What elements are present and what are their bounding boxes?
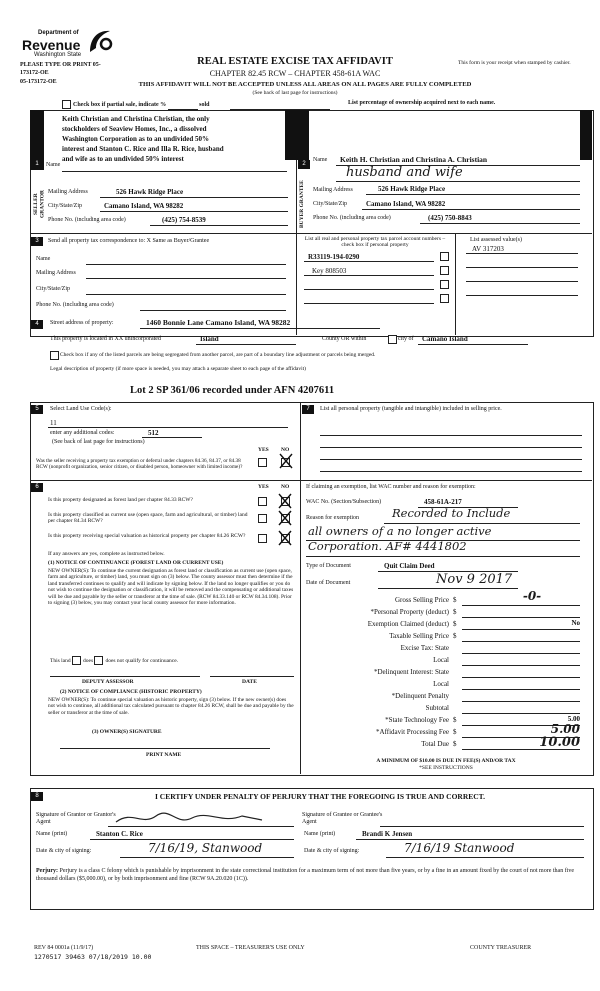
land-use-see-back: (See back of last page for instructions) [52,439,145,445]
finance-label: *State Technology Fee [385,716,449,724]
buyer-name-label: Name [313,157,328,163]
grantor-date: 7/16/19, Stanwood [148,841,263,855]
buyer-mailing-rule [366,194,580,195]
minimum-note: A MINIMUM OF $10.00 IS DUE IN FEE(S) AND/OR TAX [376,758,516,764]
corr-mailing-field[interactable] [86,278,286,279]
corr-phone-label: Phone No. (including area code) [36,302,114,308]
county-or-label: County OR within [322,336,367,342]
agency-line3: Washington State [34,52,82,58]
section-7-bottom-rule [300,480,592,481]
finance-label: Total Due [421,740,449,748]
partial-sale-row [62,100,210,110]
this-land-row [50,656,178,665]
currency-symbol: $ [453,596,457,604]
seller-side-label: SELLER GRANTOR [33,190,46,219]
perjury-label: Perjury: [36,868,58,874]
personal-property-label: List all personal property (tangible and intangible) included in selling price. [320,406,502,412]
city-of-value: Camano Island [422,335,468,343]
q-historic: Is this property receiving special valuation as historical property per chapter 84.26 RCW? [48,533,246,539]
personal-property-line[interactable] [320,447,582,448]
corr-mailing-label: Mailing Address [36,270,76,276]
parcel-line [304,289,434,290]
seller-phone: (425) 754-8539 [162,216,206,224]
parcel-personal-checkbox[interactable] [440,252,449,261]
seller-phone-label: Phone No. (including area code) [48,217,126,223]
does-checkbox[interactable] [72,656,81,665]
city-of-checkbox[interactable] [388,335,397,344]
finance-label: Local [433,680,449,688]
this-land-label: This land [50,657,71,664]
grantee-date: 7/16/19 Stanwood [404,841,515,855]
finance-line [462,617,580,618]
finance-label: *Personal Property (deduct) [370,608,449,616]
buyer-city: Camano Island, WA 98282 [366,200,446,208]
legal-label: Legal description of property (if more space is needed, you may attach a separate sheet to each page of the affidavit) [50,366,306,372]
does-not-checkbox[interactable] [94,656,103,665]
finance-line [462,629,580,630]
currency-symbol: $ [453,608,457,616]
tech-fee-value: 5.00 [567,715,580,723]
finance-row [302,656,592,667]
seller-mailing: 526 Hawk Ridge Place [116,188,184,196]
finance-row [302,632,592,643]
finance-label: *Affidavit Processing Fee [376,728,449,736]
section-5-bottom-rule [30,480,300,481]
county-rule [196,344,296,345]
agency-line1: Department of [38,30,79,36]
finance-line [462,653,580,654]
grantor-name-label: Name (print) [36,831,68,837]
buyer-name: Keith H. Christian and Christina A. Christian [340,155,488,164]
seller-city-label: City/State/Zip [48,203,82,209]
assessed-header: List assessed value(s) [470,237,522,243]
buyer-name-rule-2 [336,181,580,182]
corr-name-field[interactable] [86,264,286,265]
reason-rule-3 [306,556,580,557]
finance-line [462,665,580,666]
finance-row [302,644,592,655]
seller-mailing-label: Mailing Address [48,189,88,195]
grantor-date-rule [120,857,294,858]
deputy-line [50,676,200,677]
grantee-name-label: Name (print) [304,831,336,837]
seller-name-line: and wife as to an undivided 50% interest [62,155,184,163]
exemption-claimed-value: No [571,619,580,627]
finance-line [462,689,580,690]
grantee-date-label: Date & city of signing: [304,848,360,854]
recording-stamp: 1270517 39463 07/18/2019 10.00 [34,953,152,961]
q-current-use: Is this property classified as current use (open space, farm and agricultural, or timber) land per chapter 84.34 RCW? [48,512,248,525]
buyer-phone: (425) 750-8843 [428,214,472,222]
personal-property-line[interactable] [320,471,582,472]
parcel-account-1: R33119-194-0290 [308,253,360,261]
legal-description: Lot 2 SP 361/06 recorded under AFN 4207611 [130,385,335,396]
current-use-no-mark-icon [277,509,293,527]
finance-label: Excise Tax: State [400,644,449,652]
finance-line [462,605,580,606]
no-header-6: NO [281,484,290,490]
personal-property-line[interactable] [320,459,582,460]
corr-city-label: City/State/Zip [36,286,70,292]
doc-type-label: Type of Document [306,563,351,569]
buyer-mailing: 526 Hawk Ridge Place [378,185,446,193]
middle-divider [300,402,301,774]
reason-label: Reason for exemption [306,515,359,521]
buyer-city-rule [362,209,580,210]
finance-label: *Delinquent Penalty [391,692,449,700]
grantor-signature-icon [112,808,272,828]
finance-row [302,620,592,631]
see-instructions: *SEE INSTRUCTIONS [419,765,473,771]
section-3-number: 3 [31,237,43,246]
parcel-personal-checkbox[interactable] [440,294,449,303]
notice-2-title: (2) NOTICE OF COMPLIANCE (HISTORIC PROPERTY) [60,689,202,695]
currency-symbol: $ [453,620,457,628]
grantor-date-label: Date & city of signing: [36,848,92,854]
notice-1-body: NEW OWNER(S): To continue the current designation as forest land or classification as current use (open space, farm and agriculture, or timber) land, you must sign on (3) below. The county assessor must then determine if the land transferred continues to qualify and will indicate by signing below. If the land no longer qualifies or you do not wish to continue the designation or classification, it will be removed and the compensating or additional taxes will be due and payable by the seller or transferor at the time of sale. (RCW 84.33.140 or RCW 84.34.108). Prior to signing (3) below, you may contact your local county assessor for more information. [48,568,294,607]
form-subtitle: CHAPTER 82.45 RCW – CHAPTER 458-61A WAC [209,69,381,78]
parcels-divider [455,234,456,335]
seller-city: Camano Island, WA 98282 [104,202,184,210]
partial-sale-label: Check box if partial sale, indicate % [73,101,167,108]
form-title: REAL ESTATE EXCISE TAX AFFIDAVIT [197,56,393,67]
buyer-name-handwritten: husband and wife [346,165,463,180]
located-county: Island [200,335,219,343]
value-line [466,281,578,282]
finance-row [302,692,592,703]
processing-fee-value: 5.00 [550,722,580,736]
notice-1-title: (1) NOTICE OF CONTINUANCE (FOREST LAND OR CURRENT USE) [48,560,224,566]
grantor-sig-label: Signature of Grantor or Grantor's Agent [36,812,116,825]
parcel-line [304,303,434,304]
currency-symbol: $ [453,728,457,736]
buyer-phone-rule [420,223,580,224]
forest-no-mark-icon [277,492,293,510]
finance-label: Gross Selling Price [394,596,449,604]
historic-yes-checkbox[interactable] [258,534,267,543]
exemption-claim-label: If claiming an exemption, list WAC number and reason for exemption: [306,484,476,490]
parcel-line [304,275,434,276]
section-8-number: 8 [31,792,43,801]
total-due-value: 10.00 [539,735,580,750]
finance-line [462,713,580,714]
section-6-number: 6 [31,483,43,492]
seller-name-line: Washington Corporation as to an undivided 50% [62,135,210,143]
personal-property-line[interactable] [320,435,582,436]
reason-hand-3: Corporation. AF# 4441802 [308,539,467,553]
grantor-name-rule [90,839,294,840]
grantor-name: Stanton C. Rice [96,830,143,838]
partial-percent-field[interactable] [168,102,198,110]
corr-city-field[interactable] [86,294,286,295]
finance-row [302,668,592,679]
corr-name-label: Name [36,256,51,262]
section-4-number: 4 [31,320,43,329]
currency-symbol: $ [453,740,457,748]
finance-row [302,589,592,607]
exemption-question: Was the seller receiving a property tax exemption or deferral under chapters 84.36, 84.37, or 84.38 RCW (nonprofit organization, senior citizen, or disabled person, homeowner with limited income)? [36,458,243,470]
grantee-name: Brandi K Jensen [362,830,413,838]
finance-row [302,608,592,619]
reason-hand-2: all owners of a no longer active [308,524,492,538]
reason-hand-1: Recorded to Include [392,506,511,520]
grantee-signature-line[interactable] [380,826,584,827]
certify-statement: I CERTIFY UNDER PENALTY OF PERJURY THAT THE FOREGOING IS TRUE AND CORRECT. [154,792,485,801]
instructions-note: (See back of last page for instructions) [252,90,338,96]
seller-city-rule [100,211,288,212]
perjury-text: Perjury is a class C felony which is punishable by imprisonment in the state correctional institution for a maximum term of not more than five years, or by a fine in an amount fixed by the court of not more than five thousand dollars ($5,000.00), or by both imprisonment and fine (RCW 9A.20.020 (1C)). [36,868,575,882]
value-line [466,295,578,296]
form-id-3: 05-173172-OE [20,79,57,85]
segregated-label: Check box if any of the listed parcels are being segregated from another parcel, are part of a boundary line adjustment or parcels being merged. [60,352,376,358]
land-use-code: 11 [50,419,57,427]
currency-symbol: $ [453,716,457,724]
seller-name-label: Name [46,162,61,168]
form-id-1: PLEASE TYPE OR PRINT 05- [20,62,101,68]
finance-row [302,704,592,715]
street-address: 1460 Bonnie Lane Camano Island, WA 98282 [146,318,291,327]
grantee-sig-label: Signature of Grantee or Grantee's Agent [302,812,383,825]
section-7-number: 7 [302,405,314,414]
treasurer-space-label: THIS SPACE – TREASURER'S USE ONLY [196,945,305,951]
seller-phone-rule [150,225,288,226]
finance-line [462,677,580,678]
additional-codes-label: enter any additional codes: [50,430,115,436]
revision-label: REV 84 0001a (11/9/17) [34,945,94,951]
county-treasurer-label: COUNTY TREASURER [470,945,532,951]
city-rule [418,344,528,345]
correspondence-label: Send all property tax correspondence to: X Same as Buyer/Grantee [48,238,210,244]
yes-header-6: YES [258,484,269,490]
grantee-name-rule [356,839,584,840]
deputy-date-label: DATE [242,679,257,685]
finance-label: Exemption Claimed (deduct) [367,620,449,628]
buyer-black-tab-left [297,110,309,160]
finance-line [462,701,580,702]
partial-sale-checkbox[interactable] [62,100,71,109]
currency-symbol: $ [453,632,457,640]
additional-codes-rule [142,437,202,438]
seller-name-line-rule [62,171,287,172]
finance-label: Subtotal [425,704,449,712]
street-label: Street address of property: [50,320,114,326]
corr-phone-field[interactable] [140,310,286,311]
value-line [466,267,578,268]
owner-signature-label: (3) OWNER(S) SIGNATURE [92,729,162,735]
seller-name-line: interest and Stanton C. Rice and Illa R. Rice, husband [62,145,224,153]
notice-2-body: NEW OWNER(S): To continue special valuation as historic property, sign (3) below. If the new owner(s) does not wish to continue, all additional tax calculated pursuant to chapter 84.26 RCW, shall be due and payable by the seller or transferor at the time of sale. [48,697,294,716]
wac-label: WAC No. (Section/Subsection) [306,499,382,505]
print-name-label: PRINT NAME [146,752,182,758]
land-use-rule [48,427,288,428]
parcel-personal-checkbox[interactable] [440,266,449,275]
street-rule [140,328,380,329]
seller-name-block [62,114,287,164]
current-use-yes-checkbox[interactable] [258,514,267,523]
finance-label: Local [433,656,449,664]
doc-date-rule [378,588,518,589]
ownership-label: List percentage of ownership acquired next to each name. [348,100,496,106]
parties-hdivider [30,233,592,234]
deputy-label: DEPUTY ASSESSOR [82,679,134,685]
receipt-note: This form is your receipt when stamped by cashier. [458,60,571,66]
additional-codes: 512 [148,429,159,437]
city-of-label: city of [398,336,414,342]
finance-label: Taxable Selling Price [389,632,449,640]
forest-yes-checkbox[interactable] [258,497,267,506]
parcel-personal-checkbox[interactable] [440,280,449,289]
exemption-no-mark-icon [278,452,294,470]
owner-signature-line[interactable] [60,748,270,749]
dor-logo [20,28,130,64]
wac-number: 458-61A-217 [424,498,462,506]
perjury-notice [36,868,586,883]
q-forest-land: Is this property designated as forest land per chapter 84.33 RCW? [48,497,193,503]
deputy-date-line [210,676,294,677]
dor-swoosh-icon [86,28,116,56]
does-not-label: does not qualify for continuance. [105,657,179,664]
seller-name-line: stockholders of Seaview Homes, Inc., a dissolved [62,125,207,133]
grantee-date-rule [386,857,584,858]
warning-text: THIS AFFIDAVIT WILL NOT BE ACCEPTED UNLESS ALL AREAS ON ALL PAGES ARE FULLY COMPLETED [138,81,472,88]
segregated-checkbox[interactable] [50,351,59,360]
does-label: does [83,657,94,664]
finance-label: *Delinquent Interest: State [373,668,449,676]
parcels-header: List all real and personal property tax parcel account numbers – check box if personal property [304,236,446,249]
historic-no-mark-icon [277,529,293,547]
section-1-number: 1 [31,160,43,169]
value-line [466,253,578,254]
located-label: This property is located in XX unincorporated [50,336,161,342]
seller-mailing-rule [100,197,288,198]
buyer-black-tab [580,110,592,160]
section-5-number: 5 [31,405,43,414]
form-id-2: 173172-OE [20,70,49,76]
buyer-city-label: City/State/Zip [313,201,347,207]
exemption-yes-checkbox[interactable] [258,458,267,467]
finance-row [302,735,592,751]
buyer-phone-label: Phone No. (including area code) [313,215,391,221]
parcel-account-2: Key 808503 [312,267,347,275]
sold-label: sold [199,101,210,108]
finance-line [462,641,580,642]
finance-row [302,680,592,691]
section-2-number: 2 [298,160,310,169]
if-yes-note: If any answers are yes, complete as instructed below. [48,551,165,557]
seller-name-line: Keith Christian and Christina Christian, the only [62,115,210,123]
doc-date-label: Date of Document [306,580,351,586]
buyer-mailing-label: Mailing Address [313,187,353,193]
doc-date: Nov 9 2017 [436,572,513,587]
buyer-side-label: BUYER GRANTEE [299,180,305,228]
gross-selling-price: -0- [522,589,542,603]
doc-type: Quit Claim Deed [384,562,435,570]
yes-header: YES [258,447,269,453]
parcel-line [304,261,434,262]
no-header: NO [281,447,290,453]
parcel-value-1: AV 317203 [472,245,504,253]
land-use-label: Select Land Use Code(s): [50,406,112,412]
agency-line2: Revenue [22,37,81,53]
